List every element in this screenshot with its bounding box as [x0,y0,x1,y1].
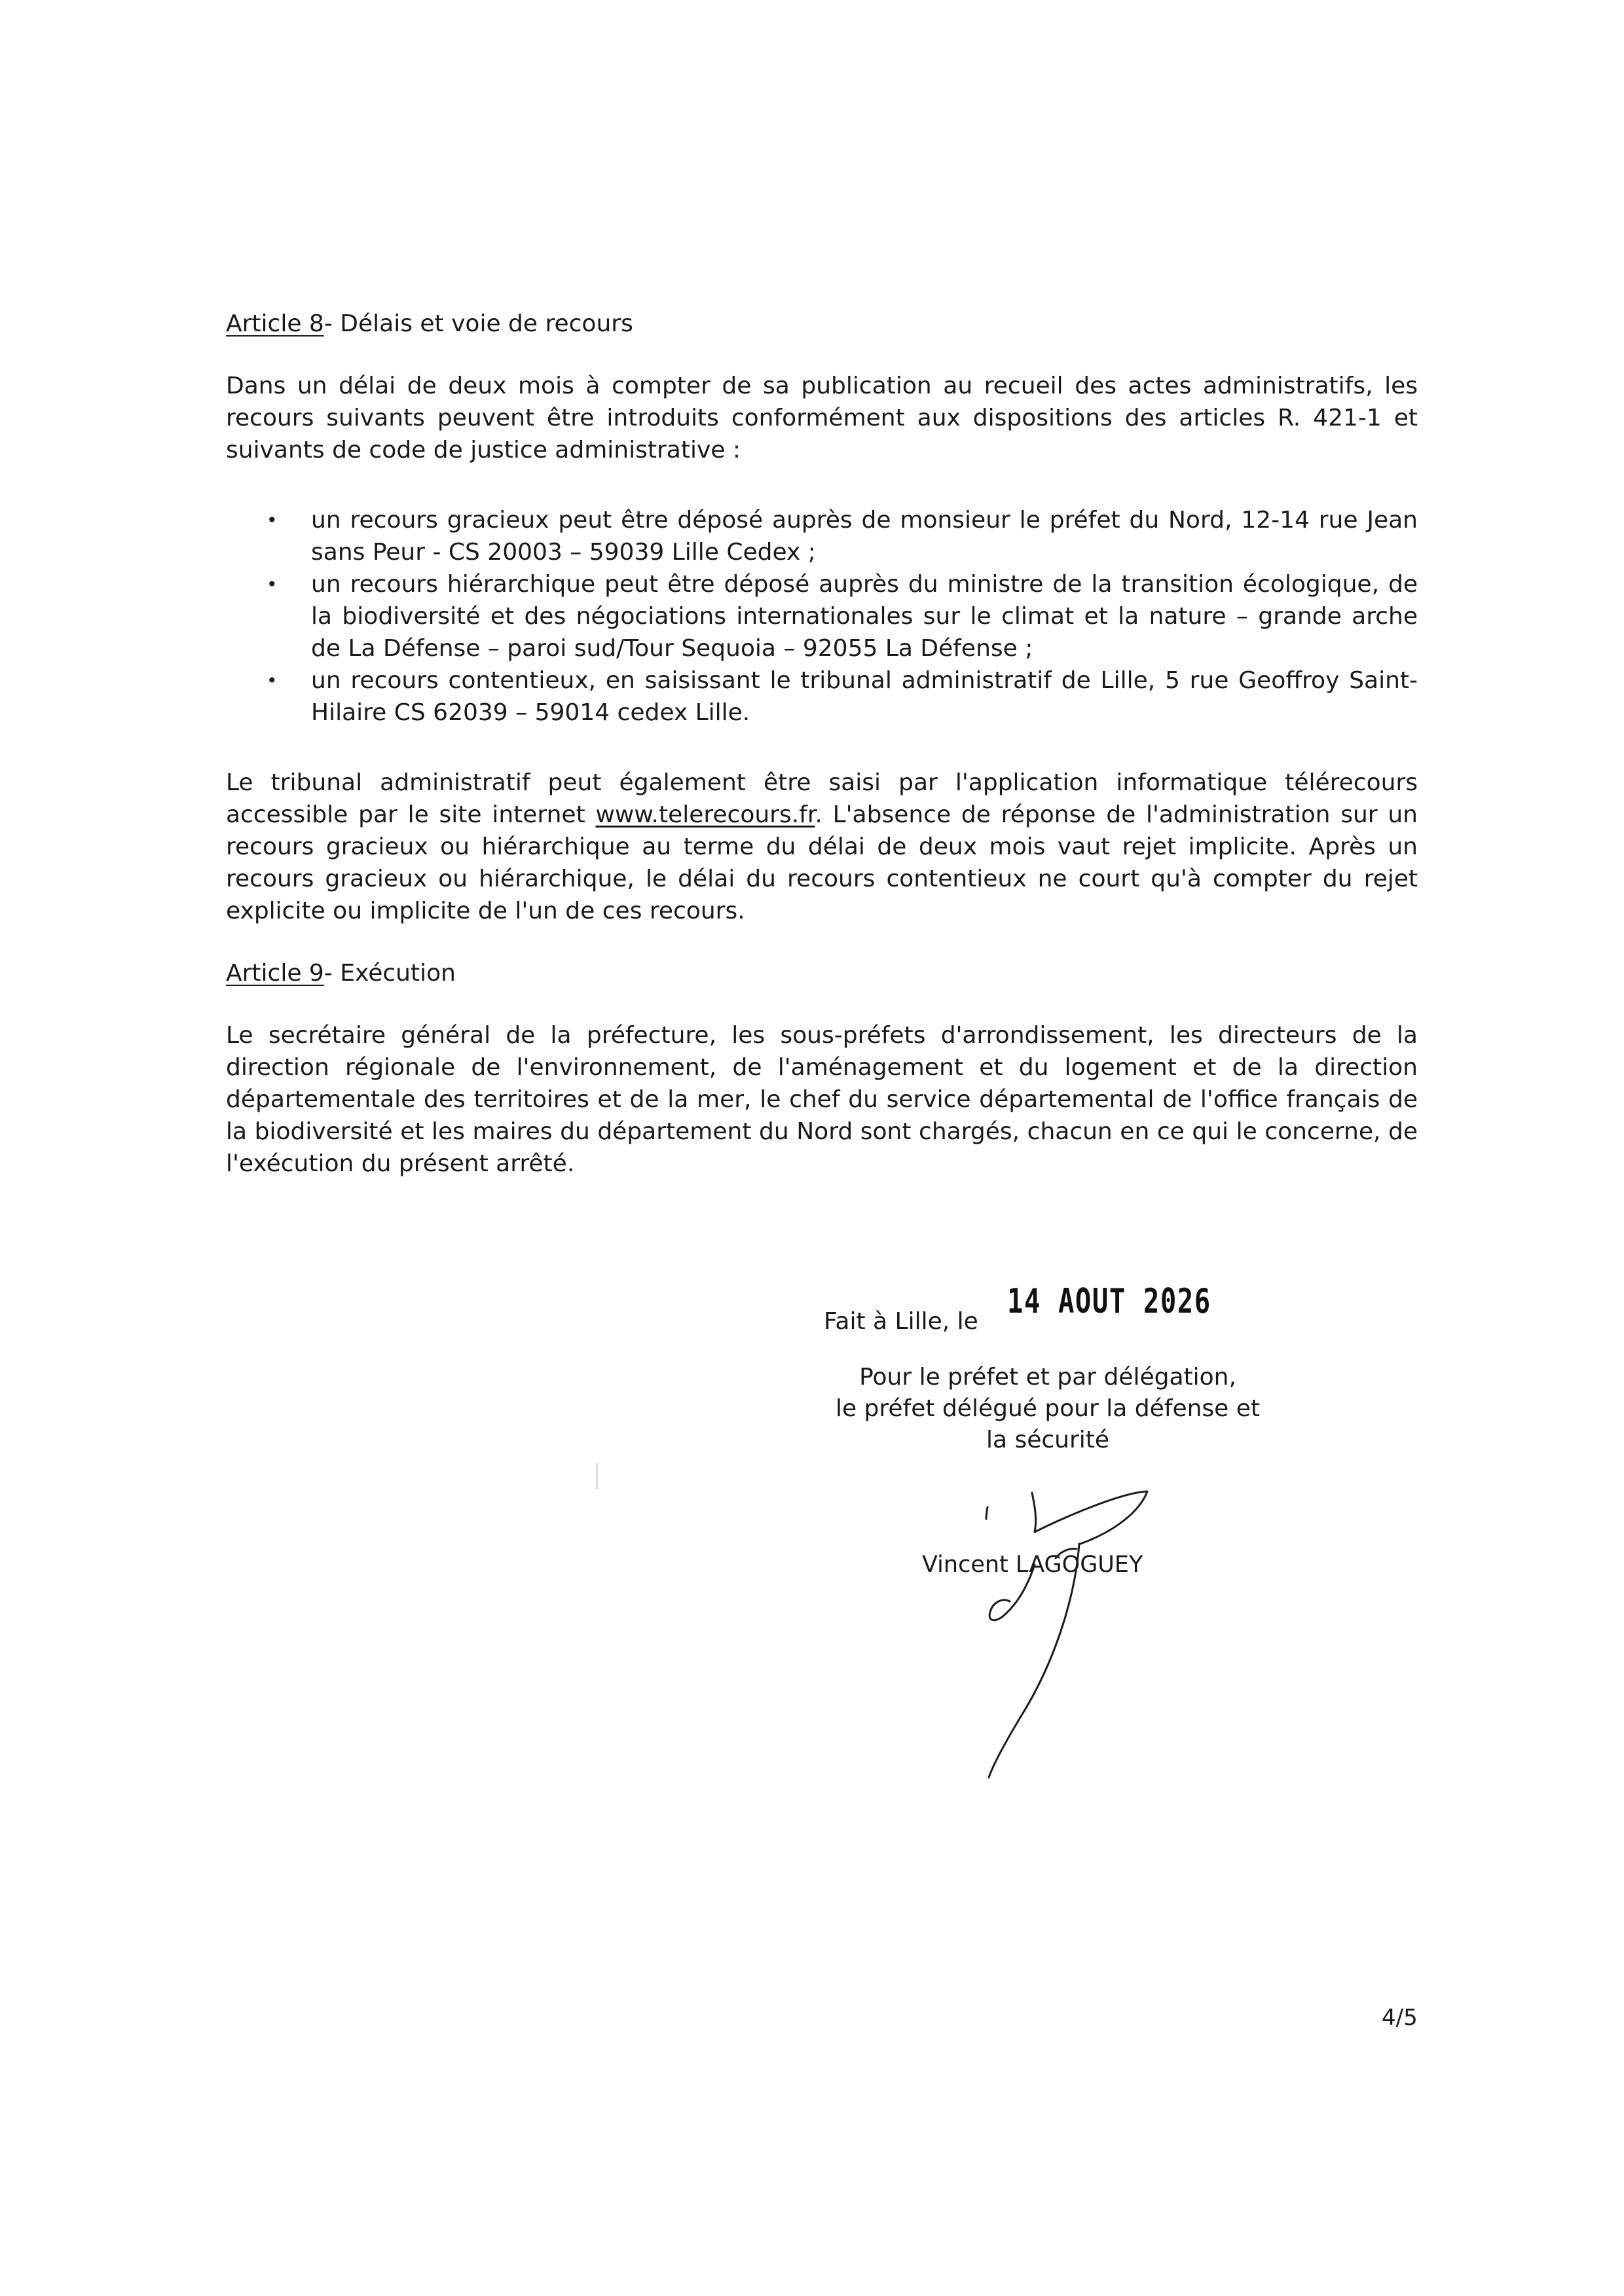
scan-mark [596,1463,598,1489]
article-8-intro: Dans un délai de deux mois à compter de sa publication au recueil des actes administratifs, les recours suivants peuvent être introduits conformément aux dispositions des articles R. 421-1 et suivants de code de justice administrative : [226,373,1418,464]
article-9-heading [226,957,1418,989]
article-8-label: Article 8 [226,310,324,337]
article-9-title: - Exécution [323,960,456,987]
handwritten-signature-icon [904,1467,1179,1781]
list-item [226,665,1418,729]
bullet-icon: • [267,574,278,595]
recourse-contentious: un recours contentieux, en saisissant le tribunal administratif de Lille, 5 rue Geoffroy Saint-Hilaire CS 62039 – 59014 cedex Lille. [311,667,1418,726]
article-9-label: Article 9 [226,960,324,987]
article-8-title: - Délais et voie de recours [323,310,633,337]
place-of-signature: Fait à Lille, le [824,1308,978,1335]
list-item [226,504,1418,568]
delegation-line: la sécurité [986,1427,1110,1453]
delegation-line: le préfet délégué pour la défense et [835,1395,1261,1422]
recourse-hierarchical: un recours hiérarchique peut être déposé auprès du ministre de la transition écologique, de la biodiversité et des négociations internationales sur le climat et la nature – grande arche de La Défense – paroi sud/Tour Sequoia – 92055 La Défense ; [311,571,1418,662]
article-8-telerecours [226,767,1418,927]
telerecours-link[interactable]: www.telerecours.fr [595,801,815,828]
telerecours-text-after: . L'absence de réponse de l'administration sur un recours gracieux ou hiérarchique au terme du délai de deux mois vaut rejet implicite. Après un recours gracieux ou hiérarchique, le délai du recours contentieux ne court qu'à compter du rejet explicite ou implicite de l'un de ces recours. [226,801,1418,924]
delegation-line: Pour le préfet et par délégation, [859,1364,1236,1391]
date-stamp: 14 AOUT 2026 [1007,1282,1211,1321]
document-body [226,308,1418,1180]
signer-name: Vincent LAGOGUEY [922,1552,1143,1578]
article-8-heading [226,308,1418,340]
page-number: 4/5 [1382,2005,1418,2031]
bullet-icon: • [267,509,278,531]
delegation-block [786,1362,1310,1456]
article-9-body: Le secrétaire général de la préfecture, les sous-préfets d'arrondissement, les directeurs de la direction régionale de l'environnement, de l'aménagement et du logement et de la direction départementale des territoires et de la mer, le chef du service départemental de l'office français de la biodiversité et les maires du département du Nord sont chargés, chacun en ce qui le concerne, de l'exécution du présent arrêté. [226,1022,1418,1177]
telerecours-text-before: Le tribunal administratif peut également être saisi par l'application informatique télérecours accessible par le site internet [226,769,1418,828]
list-item [226,568,1418,665]
recourse-gracious: un recours gracieux peut être déposé auprès de monsieur le préfet du Nord, 12-14 rue Jean sans Peur - CS 20003 – 59039 Lille Cedex ; [311,507,1418,566]
recourse-list [226,504,1418,729]
bullet-icon: • [267,670,278,691]
